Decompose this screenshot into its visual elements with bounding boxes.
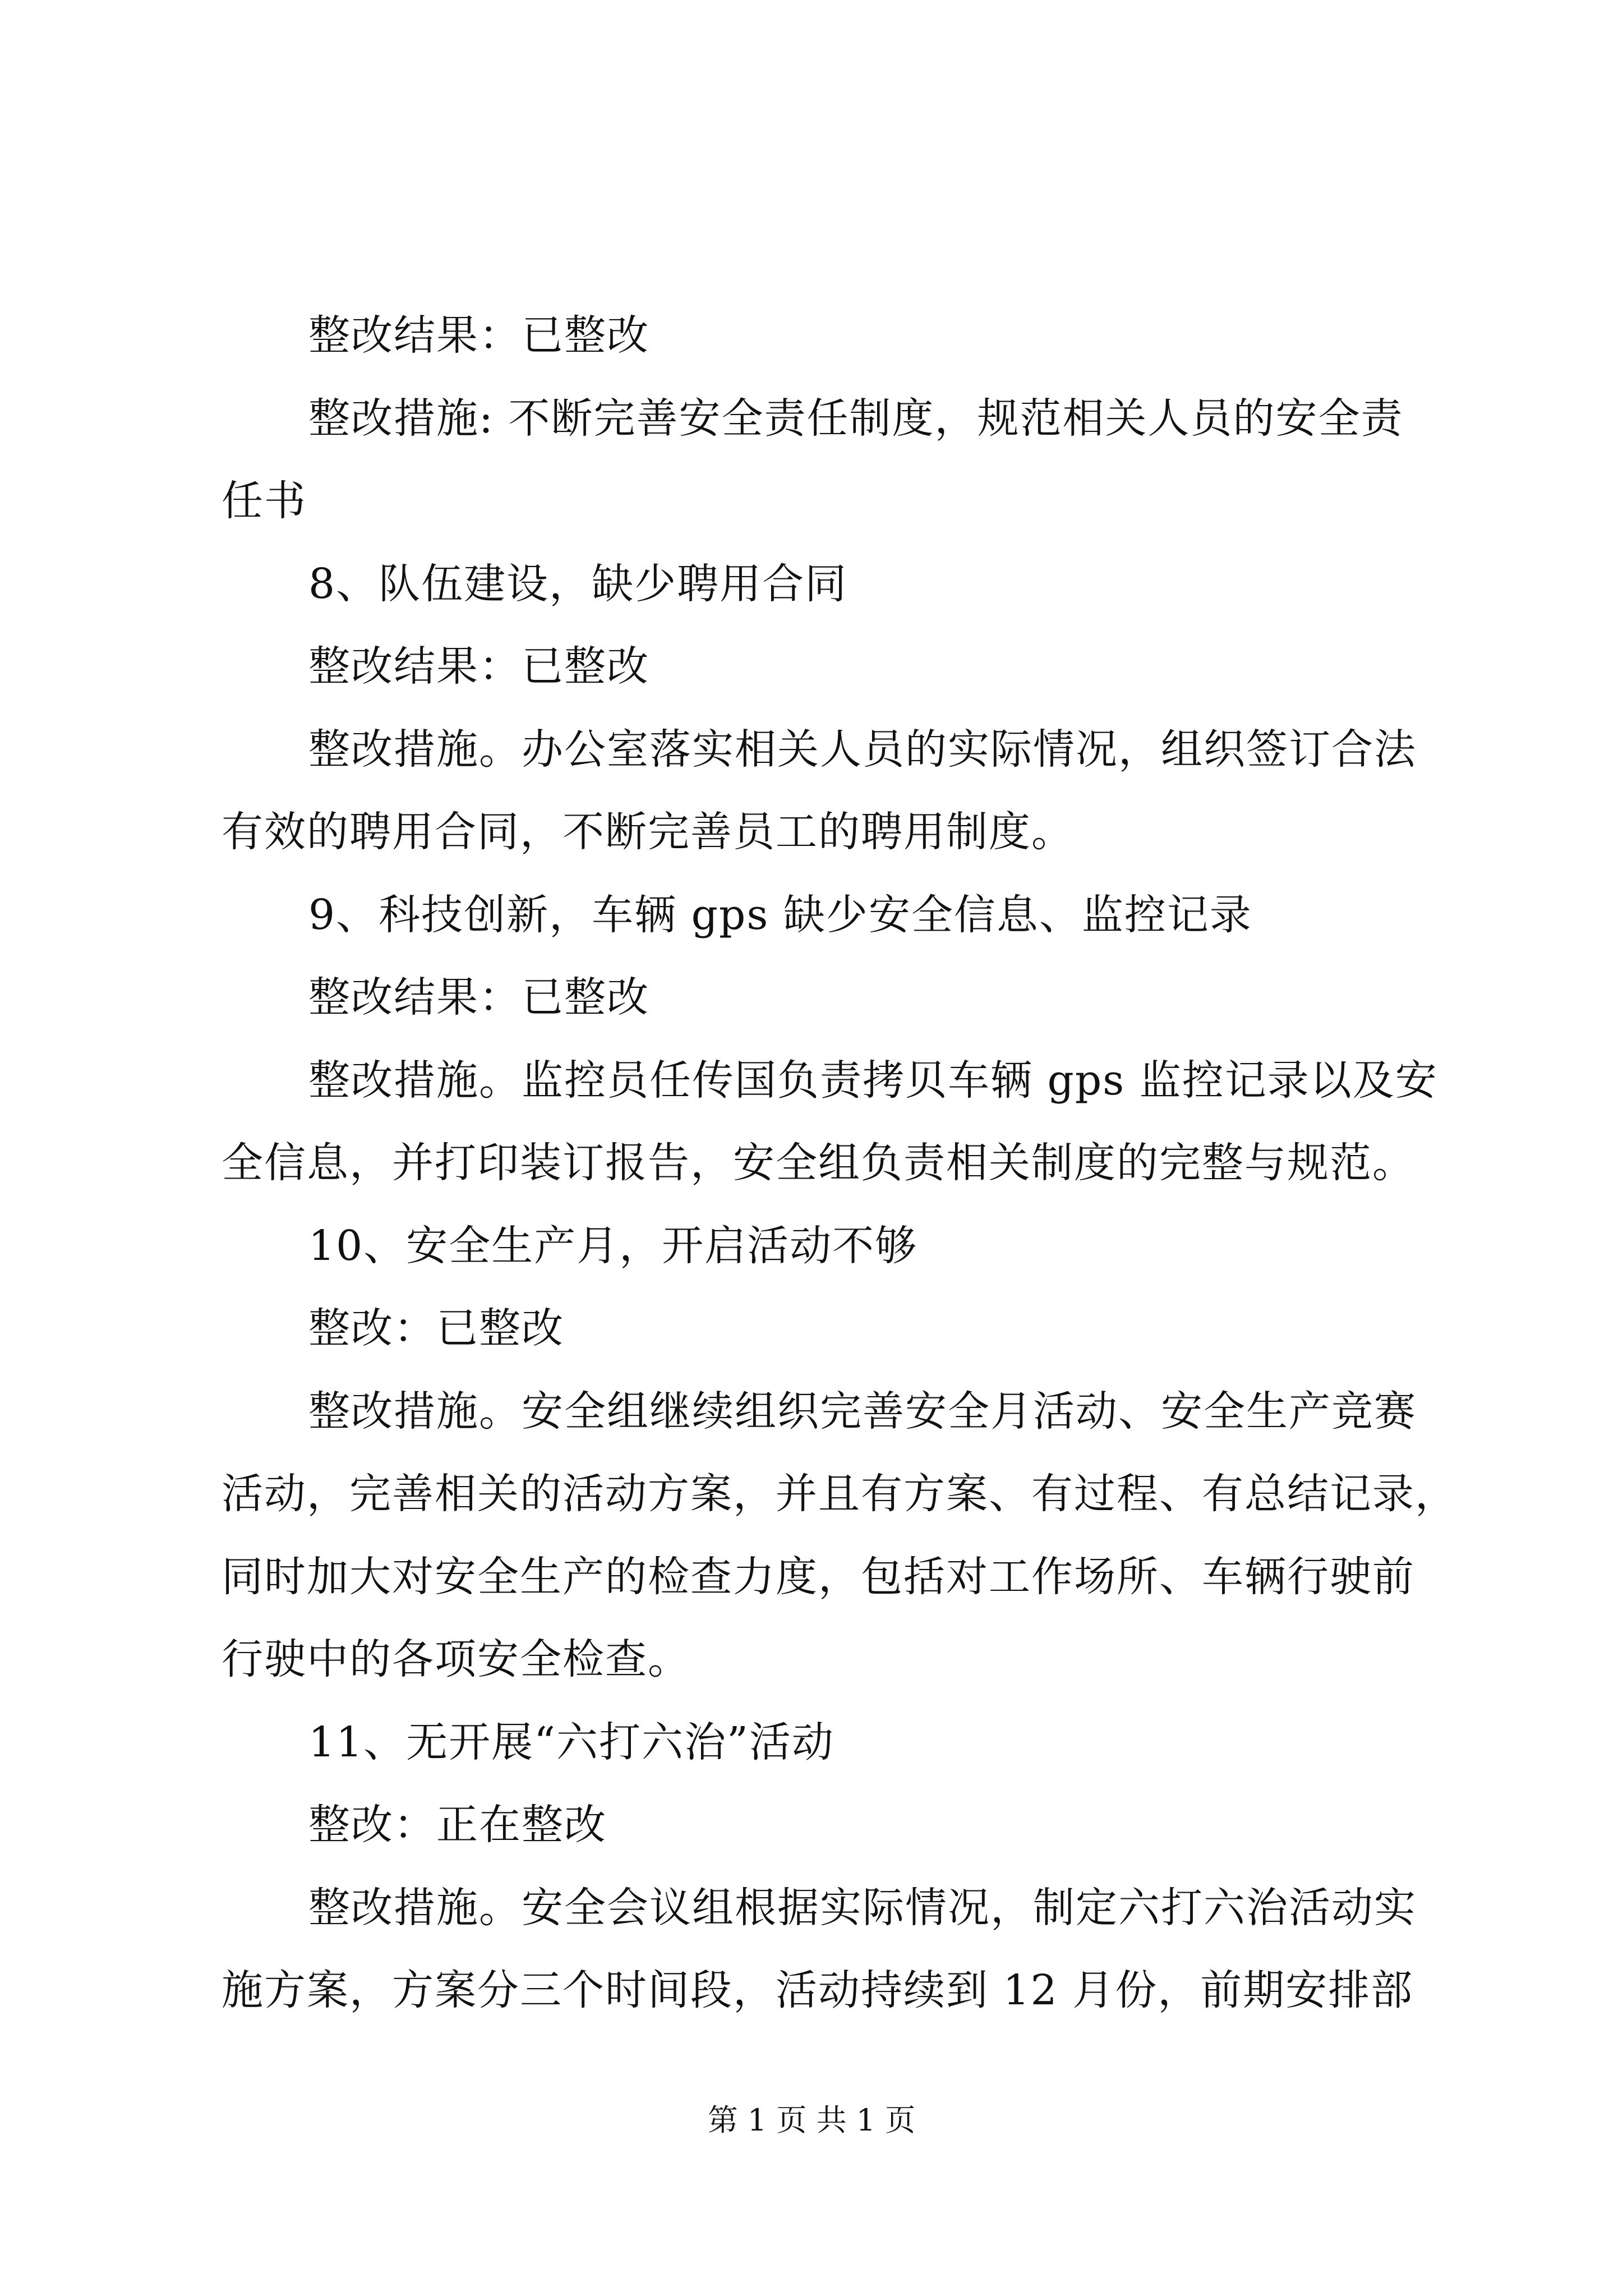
text-line: 整改结果：已整改	[308, 311, 649, 360]
text-line: 活动，完善相关的活动方案，并且有方案、有过程、有总结记录，	[222, 1470, 1458, 1518]
page-number-footer: 第 1 页 共 1 页	[707, 2102, 916, 2138]
section-heading: 8、队伍建设，缺少聘用合同	[308, 559, 848, 608]
text-line: 全信息，并打印装订报告，安全组负责相关制度的完整与规范。	[222, 1139, 1415, 1187]
text-line: 整改措施。安全组继续组织完善安全月活动、安全生产竞赛	[308, 1387, 1417, 1435]
text-line: 整改措施。监控员任传国负责拷贝车辆 gps 监控记录以及安	[308, 1056, 1438, 1105]
text-line: 整改措施。办公室落实相关人员的实际情况，组织签订合法	[308, 725, 1417, 774]
section-heading: 11、无开展“六打六治”活动	[308, 1718, 834, 1766]
section-heading: 9、科技创新，车辆 gps 缺少安全信息、监控记录	[308, 890, 1252, 939]
text-line: 有效的聘用合同，不断完善员工的聘用制度。	[222, 808, 1074, 856]
text-line: 整改结果：已整改	[308, 973, 649, 1022]
document-body	[222, 295, 1458, 2032]
text-line: 整改结果：已整改	[308, 642, 649, 691]
text-line: 任书	[222, 477, 307, 525]
text-line: 整改：正在整改	[308, 1801, 607, 1849]
text-line: 行驶中的各项安全检查。	[222, 1635, 690, 1683]
text-line: 同时加大对安全生产的检查力度，包括对工作场所、车辆行驶前	[222, 1552, 1415, 1601]
text-line: 整改措施。安全会议组根据实际情况，制定六打六治活动实	[308, 1883, 1417, 1932]
text-line: 整改措施: 不断完善安全责任制度，规范相关人员的安全责	[308, 394, 1404, 443]
text-line: 整改：已整改	[308, 1304, 564, 1352]
section-heading: 10、安全生产月，开启活动不够	[308, 1221, 918, 1270]
text-line: 施方案，方案分三个时间段，活动持续到 12 月份，前期安排部	[222, 1966, 1414, 2014]
